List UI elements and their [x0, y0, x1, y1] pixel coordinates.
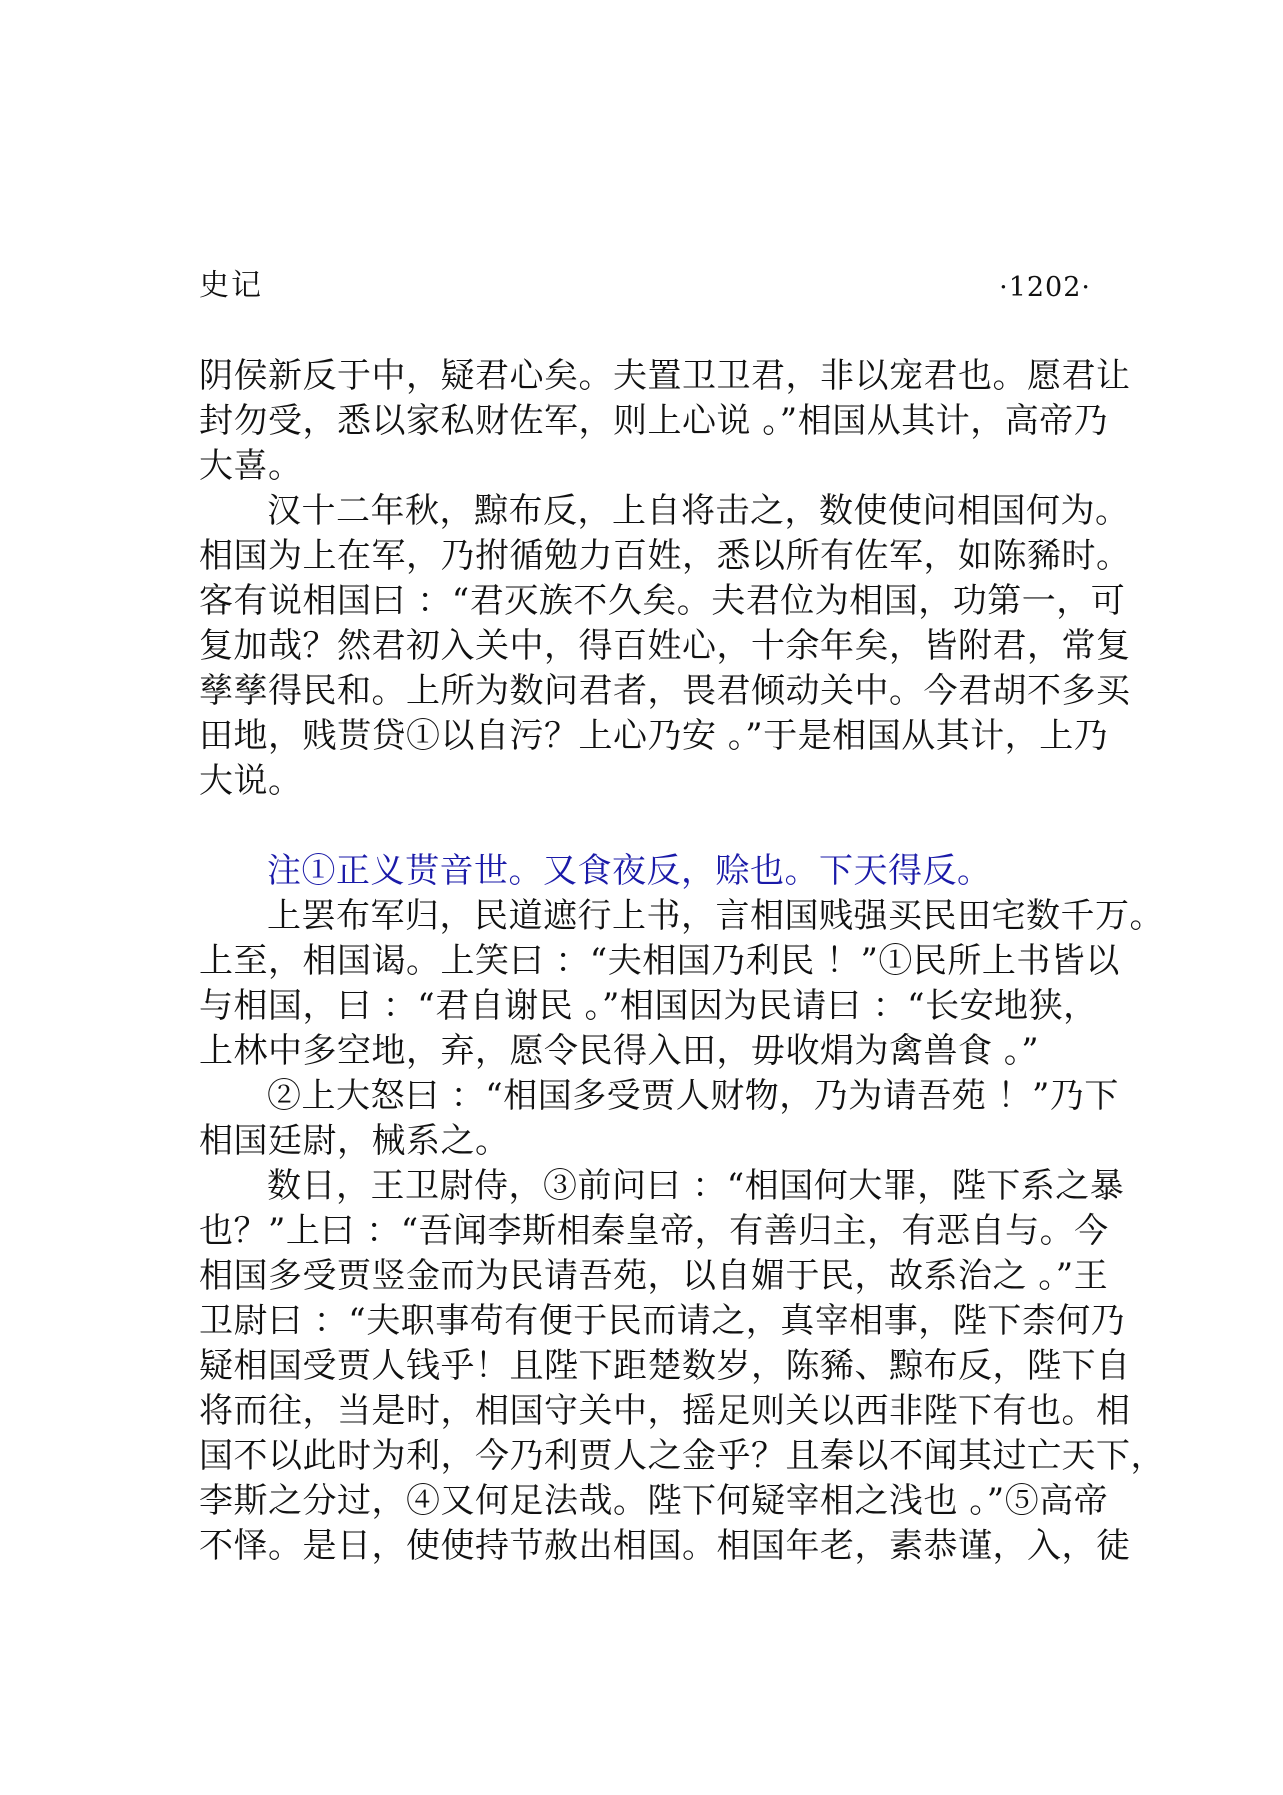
text-line: 孳孳得民和。上所为数问君者，畏君倾动关中。今君胡不多买: [199, 671, 1131, 711]
text-line: 疑相国受贾人钱乎！且陛下距楚数岁，陈豨、黥布反，陛下自: [199, 1346, 1131, 1386]
page-number: ·1202·: [999, 272, 1091, 303]
annotation-note: 注①正义贳音世。又食夜反，赊也。下天得反。: [267, 851, 992, 891]
paragraph-gap: [199, 804, 1119, 849]
text-line: 相国为上在军，乃拊循勉力百姓，悉以所有佐军，如陈豨时。: [199, 536, 1131, 576]
text-line: 李斯之分过，④又何足法哉。陛下何疑宰相之浅也 。”⑤高帝: [199, 1481, 1109, 1521]
body-text: [199, 354, 1165, 1569]
text-line: 阴侯新反于中，疑君心矣。夫置卫卫君，非以宠君也。愿君让: [199, 356, 1131, 396]
paragraph-first-line: 汉十二年秋，黥布反，上自将击之，数使使问相国何为。: [267, 491, 1130, 531]
text-line: 相国廷尉，械系之。: [199, 1121, 510, 1161]
text-line: 复加哉？然君初入关中，得百姓心，十余年矣，皆附君，常复: [199, 626, 1131, 666]
text-line: 不怿。是日，使使持节赦出相国。相国年老，素恭谨，入，徒: [199, 1526, 1131, 1566]
text-line: 上至，相国谒。上笑曰 ：“夫相国乃利民 ！”①民所上书皆以: [199, 941, 1120, 981]
text-line: 将而往，当是时，相国守关中，摇足则关以西非陛下有也。相: [199, 1391, 1131, 1431]
text-line: 封勿受，悉以家私财佐军，则上心说 。”相国从其计，高帝乃: [199, 401, 1109, 441]
running-head-title: 史记: [199, 268, 263, 303]
text-line: 与相国，曰 ：“君自谢民 。”相国因为民请曰 ：“长安地狭，: [199, 986, 1098, 1026]
text-line: 卫尉曰 ：“夫职事苟有便于民而请之，真宰相事，陛下柰何乃: [199, 1301, 1126, 1341]
text-line: 上林中多空地，弃，愿令民得入田，毋收焆为禽兽食 。”: [199, 1031, 1040, 1071]
paragraph-first-line: 数日，王卫尉侍，③前问曰 ：“相国何大罪，陛下系之暴: [267, 1166, 1125, 1206]
paragraph-first-line: ②上大怒曰 ：“相国多受贾人财物，乃为请吾苑 ！”乃下: [267, 1076, 1119, 1116]
text-line: 大喜。: [199, 446, 303, 486]
text-line: 相国多受贾竖金而为民请吾苑，以自媚于民，故系治之 。”王: [199, 1256, 1109, 1296]
paragraph-first-line: 上罢布军归，民道遮行上书，言相国贱强买民田宅数千万。: [267, 896, 1164, 936]
text-line: 客有说相国曰 ：“君灭族不久矣。夫君位为相国，功第一，可: [199, 581, 1126, 621]
text-line: 国不以此时为利，今乃利贾人之金乎？且秦以不闻其过亡天下，: [199, 1436, 1165, 1476]
text-line: 大说。: [199, 761, 303, 801]
text-line: 田地，贱贳贷①以自污？上心乃安 。”于是相国从其计，上乃: [199, 716, 1109, 756]
text-line: 也？”上曰 ：“吾闻李斯相秦皇帝，有善归主，有恶自与。今: [199, 1211, 1109, 1251]
